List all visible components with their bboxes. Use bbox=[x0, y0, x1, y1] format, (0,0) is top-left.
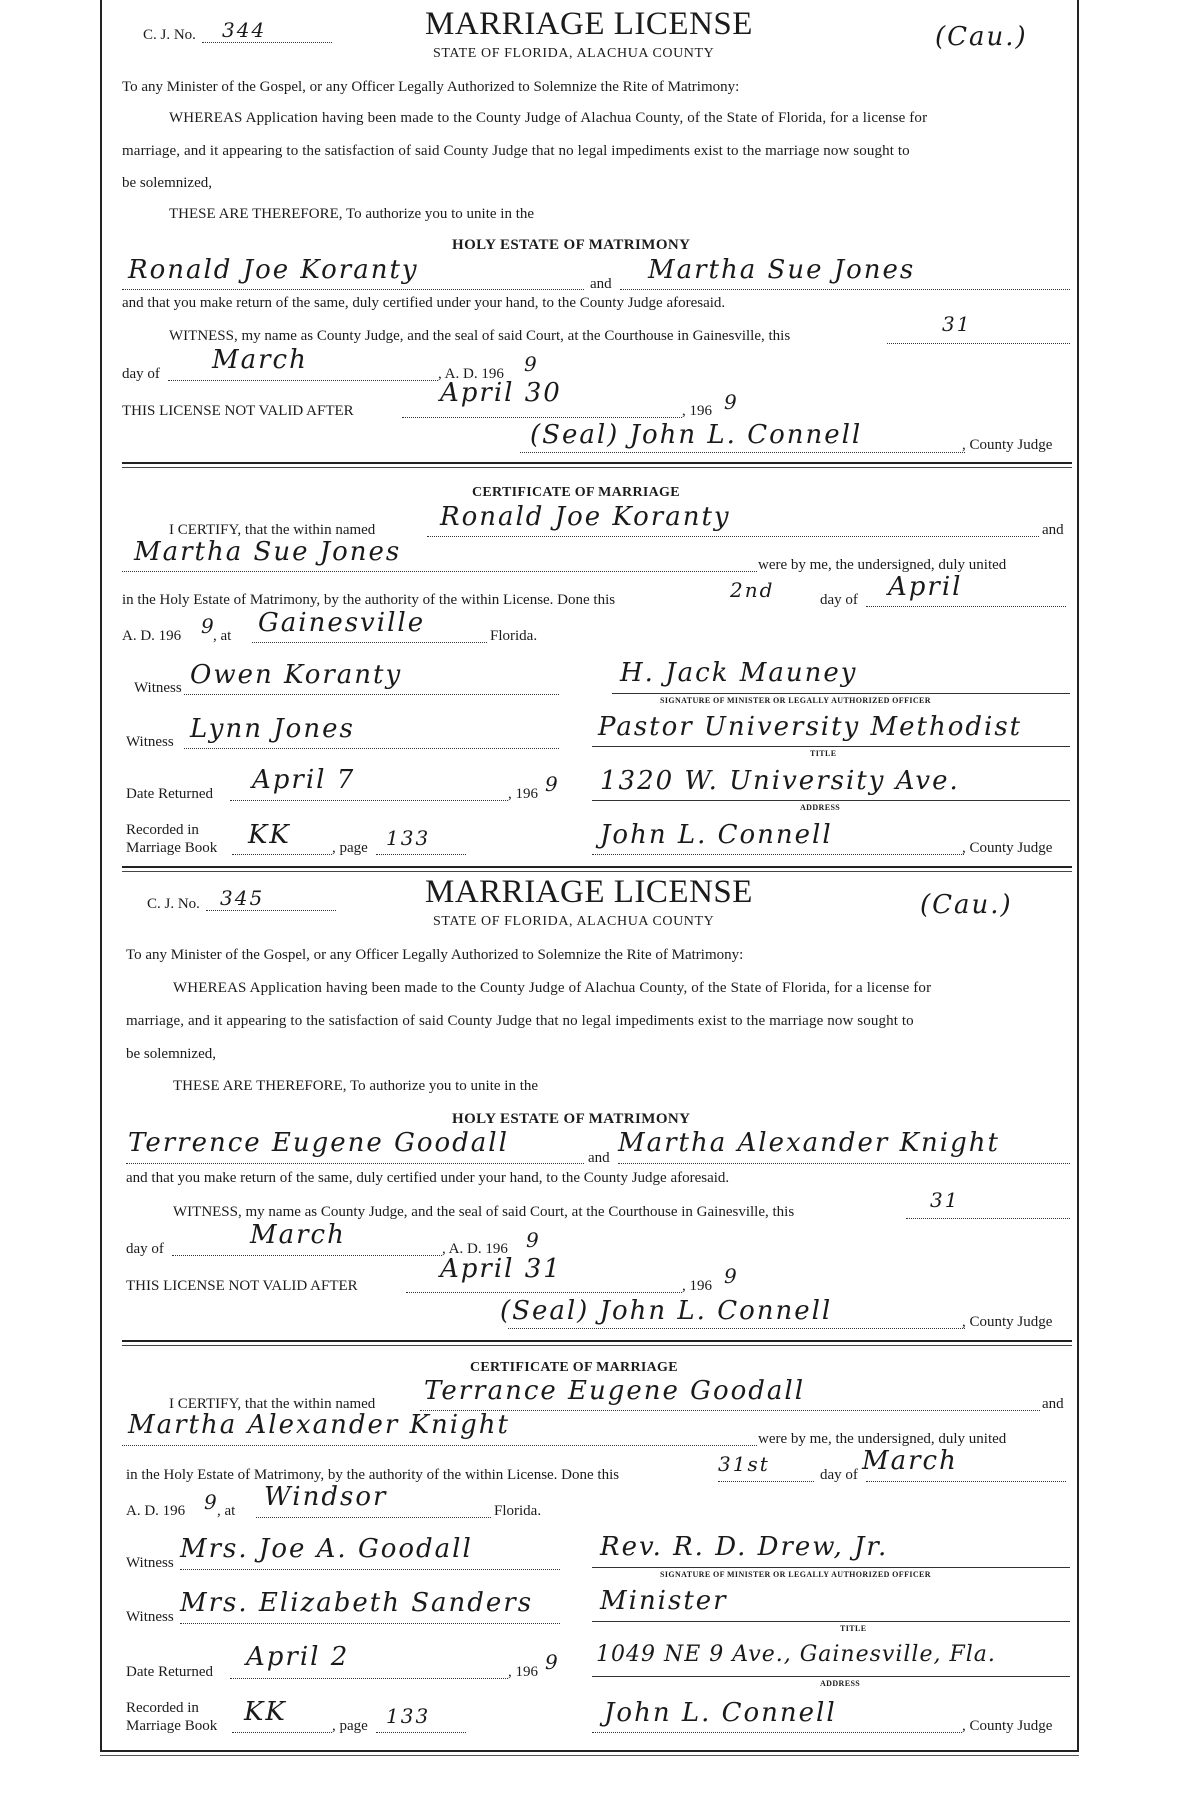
bride-line bbox=[618, 1163, 1070, 1164]
witness-line: WITNESS, my name as County Judge, and the seal of said Court, at the Courthouse in Gainesville, this bbox=[173, 1204, 795, 1220]
witness1-line bbox=[184, 694, 559, 695]
date-returned-label: Date Returned bbox=[126, 786, 214, 802]
month-line bbox=[172, 1255, 442, 1256]
cj-number: 345 bbox=[220, 886, 265, 910]
cj-number-line bbox=[206, 910, 336, 911]
not-valid-year-label: , 196 bbox=[682, 403, 712, 419]
done-month: March bbox=[862, 1446, 958, 1476]
date-returned: April 7 bbox=[252, 765, 356, 795]
month: March bbox=[250, 1220, 346, 1250]
cert-judge-signature: John L. Connell bbox=[600, 820, 833, 850]
day-of-label: day of bbox=[122, 366, 160, 382]
recorded-label-2: Marriage Book bbox=[126, 1718, 218, 1734]
address-line: To any Minister of the Gospel, or any Officer Legally Authorized to Solemnize the Rite of Matrimony: bbox=[122, 79, 740, 95]
witness2-line bbox=[180, 1623, 560, 1624]
page-number-line bbox=[376, 1732, 466, 1733]
cert-ad-year: 9 bbox=[204, 1490, 219, 1514]
license-title: MARRIAGE LICENSE bbox=[425, 874, 753, 910]
page-border-right bbox=[1077, 0, 1079, 1752]
whereas-line-1: WHEREAS Application having been made to the County Judge of Alachua County, of the State of Florida, for a license for bbox=[173, 980, 932, 996]
cj-label: C. J. No. bbox=[143, 27, 196, 43]
page-label: , page bbox=[332, 840, 368, 856]
cj-number: 344 bbox=[222, 18, 267, 42]
returned-year-label: , 196 bbox=[508, 1664, 538, 1680]
corner-note: (Cau.) bbox=[935, 22, 1028, 52]
book: KK bbox=[244, 1697, 287, 1727]
witness-line: WITNESS, my name as County Judge, and the seal of said Court, at the Courthouse in Gainesville, this bbox=[169, 328, 791, 344]
page-number: 133 bbox=[386, 826, 431, 850]
title-caption: TITLE bbox=[810, 749, 837, 758]
holy-estate-heading: HOLY ESTATE OF MATRIMONY bbox=[452, 237, 691, 253]
witness2-label: Witness bbox=[126, 1609, 174, 1625]
license-divider-inner bbox=[122, 871, 1072, 872]
witness1-name: Owen Koranty bbox=[190, 660, 403, 690]
cert-groom-line bbox=[420, 1410, 1040, 1411]
not-valid-line bbox=[402, 417, 682, 418]
page-number: 133 bbox=[386, 1704, 431, 1728]
bride-name: Martha Alexander Knight bbox=[618, 1128, 1000, 1158]
not-valid-year: 9 bbox=[724, 390, 739, 414]
officer-title-line bbox=[592, 746, 1070, 747]
united-label: were by me, the undersigned, duly united bbox=[758, 1431, 1007, 1447]
return-line: and that you make return of the same, duly certified under your hand, to the County Judge aforesaid. bbox=[126, 1170, 730, 1186]
done-month-line bbox=[866, 1481, 1066, 1482]
cert-groom-name: Ronald Joe Koranty bbox=[440, 502, 731, 532]
date-returned-line bbox=[230, 1678, 508, 1679]
whereas-line-3: be solemnized, bbox=[126, 1046, 216, 1062]
ad-year: 9 bbox=[524, 352, 539, 376]
judge-signature: (Seal) John L. Connell bbox=[500, 1296, 833, 1326]
therefore-line: THESE ARE THEREFORE, To authorize you to unite in the bbox=[173, 1078, 539, 1094]
officer-signature: H. Jack Mauney bbox=[620, 658, 858, 688]
cert-day-of-label: day of bbox=[820, 1467, 858, 1483]
and-label: and bbox=[590, 276, 612, 292]
license-subtitle: STATE OF FLORIDA, ALACHUA COUNTY bbox=[433, 46, 715, 61]
groom-line bbox=[122, 289, 584, 290]
groom-name: Ronald Joe Koranty bbox=[128, 255, 419, 285]
cert-ad-label: A. D. 196 bbox=[122, 628, 182, 644]
corner-note: (Cau.) bbox=[920, 890, 1013, 920]
book-line bbox=[232, 1732, 332, 1733]
not-valid-label: THIS LICENSE NOT VALID AFTER bbox=[122, 403, 354, 419]
done-day: 2nd bbox=[730, 578, 775, 602]
not-valid-year-label: , 196 bbox=[682, 1278, 712, 1294]
judge-signature: (Seal) John L. Connell bbox=[530, 420, 863, 450]
officer-signature-line bbox=[612, 693, 1070, 694]
address-caption: ADDRESS bbox=[820, 1679, 861, 1688]
holy-line: in the Holy Estate of Matrimony, by the authority of the within License. Done this bbox=[122, 592, 616, 608]
day-number-line bbox=[906, 1218, 1070, 1219]
cert-judge-line bbox=[592, 854, 964, 855]
witness1-line bbox=[180, 1569, 560, 1570]
ad-label: , A. D. 196 bbox=[438, 366, 504, 382]
certificate-heading: CERTIFICATE OF MARRIAGE bbox=[472, 485, 680, 500]
place-line bbox=[252, 642, 487, 643]
officer-signature: Rev. R. D. Drew, Jr. bbox=[600, 1532, 889, 1562]
book: KK bbox=[248, 820, 291, 850]
and-label: and bbox=[588, 1150, 610, 1166]
place: Gainesville bbox=[258, 608, 426, 638]
returned-year: 9 bbox=[545, 772, 560, 796]
bride-line bbox=[620, 289, 1070, 290]
cert-bride-line bbox=[122, 571, 757, 572]
cert-and-label: and bbox=[1042, 522, 1064, 538]
title-caption: TITLE bbox=[840, 1624, 867, 1633]
judge-signature-line bbox=[520, 452, 965, 453]
place: Windsor bbox=[264, 1482, 388, 1512]
done-month: April bbox=[888, 572, 963, 602]
recorded-label-1: Recorded in bbox=[126, 1700, 199, 1716]
page-number-line bbox=[376, 854, 466, 855]
at-label: , at bbox=[217, 1503, 236, 1519]
florida-label: Florida. bbox=[490, 628, 538, 644]
date-returned: April 2 bbox=[246, 1642, 350, 1672]
officer-caption: SIGNATURE OF MINISTER OR LEGALLY AUTHORIZED OFFICER bbox=[660, 696, 931, 705]
not-valid-date: April 30 bbox=[440, 378, 562, 408]
license-divider bbox=[122, 866, 1072, 868]
address-caption: ADDRESS bbox=[800, 803, 841, 812]
cert-county-judge-label: , County Judge bbox=[962, 1718, 1053, 1734]
holy-estate-heading: HOLY ESTATE OF MATRIMONY bbox=[452, 1111, 691, 1127]
page-border-bottom-inner bbox=[100, 1755, 1079, 1756]
cert-groom-name: Terrance Eugene Goodall bbox=[424, 1376, 806, 1406]
united-label: were by me, the undersigned, duly united bbox=[758, 557, 1007, 573]
officer-address: 1049 NE 9 Ave., Gainesville, Fla. bbox=[596, 1642, 996, 1667]
ad-label: , A. D. 196 bbox=[442, 1241, 508, 1257]
date-returned-label: Date Returned bbox=[126, 1664, 214, 1680]
officer-caption: SIGNATURE OF MINISTER OR LEGALLY AUTHORIZED OFFICER bbox=[660, 1570, 931, 1579]
witness2-name: Mrs. Elizabeth Sanders bbox=[180, 1588, 534, 1618]
address-line: To any Minister of the Gospel, or any Officer Legally Authorized to Solemnize the Rite of Matrimony: bbox=[126, 947, 744, 963]
place-line bbox=[256, 1517, 491, 1518]
not-valid-year: 9 bbox=[724, 1264, 739, 1288]
witness1-label: Witness bbox=[134, 680, 182, 696]
bride-name: Martha Sue Jones bbox=[648, 255, 916, 285]
cj-number-line bbox=[202, 42, 332, 43]
whereas-line-2: marriage, and it appearing to the satisfaction of said County Judge that no legal impediments exist to the marriage now sought to bbox=[122, 143, 910, 159]
cert-judge-line bbox=[592, 1732, 962, 1733]
not-valid-label: THIS LICENSE NOT VALID AFTER bbox=[126, 1278, 358, 1294]
officer-title: Pastor University Methodist bbox=[598, 712, 1023, 742]
county-judge-label: , County Judge bbox=[962, 437, 1053, 453]
page-border-bottom bbox=[100, 1750, 1079, 1752]
officer-signature-line bbox=[592, 1567, 1070, 1568]
officer-title: Minister bbox=[600, 1586, 728, 1616]
whereas-line-1: WHEREAS Application having been made to the County Judge of Alachua County, of the State of Florida, for a license for bbox=[169, 110, 928, 126]
holy-line: in the Holy Estate of Matrimony, by the authority of the within License. Done this bbox=[126, 1467, 620, 1483]
officer-address-line bbox=[592, 800, 1070, 801]
section-rule-top bbox=[122, 462, 1072, 464]
cj-label: C. J. No. bbox=[147, 896, 200, 912]
date-returned-line bbox=[230, 800, 508, 801]
county-judge-label: , County Judge bbox=[962, 1314, 1053, 1330]
certify-label: I CERTIFY, that the within named bbox=[169, 1396, 376, 1412]
return-line: and that you make return of the same, duly certified under your hand, to the County Judge aforesaid. bbox=[122, 295, 726, 311]
officer-address: 1320 W. University Ave. bbox=[600, 766, 960, 796]
license-subtitle: STATE OF FLORIDA, ALACHUA COUNTY bbox=[433, 914, 715, 929]
witness2-line bbox=[184, 748, 559, 749]
cert-ad-year: 9 bbox=[201, 614, 216, 638]
section-rule-mid bbox=[122, 1340, 1072, 1342]
therefore-line: THESE ARE THEREFORE, To authorize you to unite in the bbox=[169, 206, 535, 222]
witness2-name: Lynn Jones bbox=[190, 714, 355, 744]
at-label: , at bbox=[213, 628, 232, 644]
witness2-label: Witness bbox=[126, 734, 174, 750]
cert-judge-signature: John L. Connell bbox=[604, 1698, 837, 1728]
cert-county-judge-label: , County Judge bbox=[962, 840, 1053, 856]
returned-year: 9 bbox=[545, 1650, 560, 1674]
cert-bride-name: Martha Sue Jones bbox=[134, 537, 402, 567]
day-number: 31 bbox=[942, 312, 972, 336]
page-label: , page bbox=[332, 1718, 368, 1734]
recorded-label-1: Recorded in bbox=[126, 822, 199, 838]
done-day-line bbox=[718, 1481, 814, 1482]
license-title: MARRIAGE LICENSE bbox=[425, 6, 753, 42]
book-line bbox=[232, 854, 332, 855]
month: March bbox=[212, 345, 308, 375]
day-number-line bbox=[887, 343, 1070, 344]
groom-line bbox=[126, 1163, 584, 1164]
ad-year: 9 bbox=[526, 1228, 541, 1252]
month-line bbox=[168, 380, 438, 381]
done-day: 31st bbox=[718, 1452, 770, 1476]
witness1-label: Witness bbox=[126, 1555, 174, 1571]
cert-bride-line bbox=[122, 1445, 757, 1446]
whereas-line-3: be solemnized, bbox=[122, 175, 212, 191]
section-rule-mid-inner bbox=[122, 1345, 1072, 1346]
florida-label: Florida. bbox=[494, 1503, 542, 1519]
not-valid-date: April 31 bbox=[440, 1254, 562, 1284]
certificate-heading: CERTIFICATE OF MARRIAGE bbox=[470, 1360, 678, 1375]
groom-name: Terrence Eugene Goodall bbox=[128, 1128, 509, 1158]
officer-title-line bbox=[592, 1621, 1070, 1622]
section-rule-top-inner bbox=[122, 467, 1072, 468]
day-of-label: day of bbox=[126, 1241, 164, 1257]
not-valid-line bbox=[406, 1292, 682, 1293]
recorded-label-2: Marriage Book bbox=[126, 840, 218, 856]
witness1-name: Mrs. Joe A. Goodall bbox=[180, 1534, 473, 1564]
done-month-line bbox=[866, 606, 1066, 607]
judge-signature-line bbox=[508, 1328, 965, 1329]
cert-and-label: and bbox=[1042, 1396, 1064, 1412]
cert-bride-name: Martha Alexander Knight bbox=[128, 1410, 510, 1440]
page-border-left bbox=[100, 0, 102, 1752]
cert-day-of-label: day of bbox=[820, 592, 858, 608]
cert-ad-label: A. D. 196 bbox=[126, 1503, 186, 1519]
day-number: 31 bbox=[930, 1188, 960, 1212]
whereas-line-2: marriage, and it appearing to the satisfaction of said County Judge that no legal impediments exist to the marriage now sought to bbox=[126, 1013, 914, 1029]
officer-address-line bbox=[592, 1676, 1070, 1677]
cert-groom-line bbox=[427, 536, 1039, 537]
certify-label: I CERTIFY, that the within named bbox=[169, 522, 376, 538]
returned-year-label: , 196 bbox=[508, 786, 538, 802]
